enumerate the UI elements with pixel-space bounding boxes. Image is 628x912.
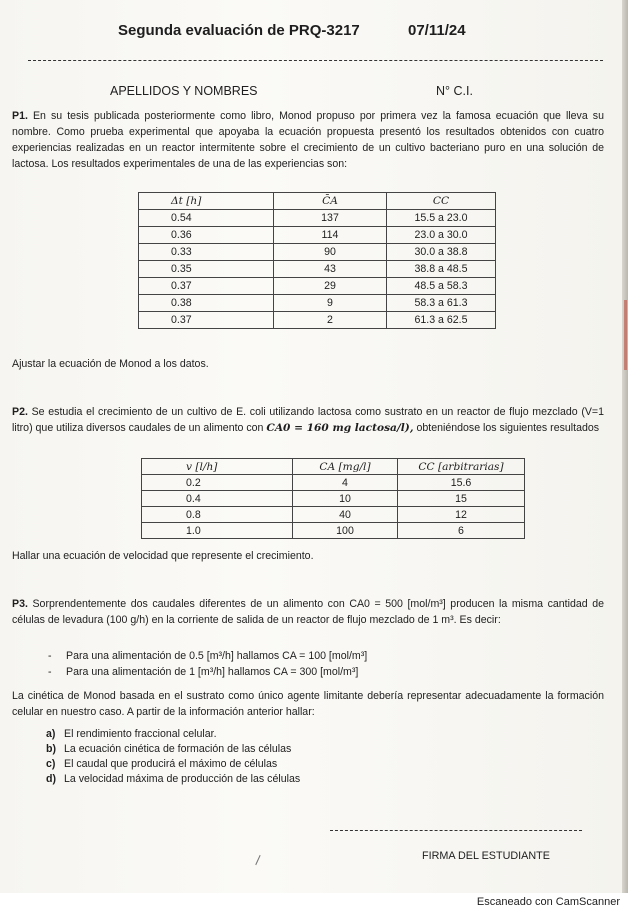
signature-label: FIRMA DEL ESTUDIANTE xyxy=(422,850,550,862)
table-header-row xyxy=(142,459,525,475)
table-cell: 40 xyxy=(293,507,398,523)
table-cell: 0.33 xyxy=(139,244,274,261)
p3-label: P3. xyxy=(12,598,28,610)
item-text: El caudal que producirá el máximo de células xyxy=(64,758,278,770)
list-item xyxy=(46,743,291,755)
table-header-cell: CC xyxy=(387,193,496,210)
item-label: a) xyxy=(46,728,56,740)
table-cell: 48.5 a 58.3 xyxy=(387,278,496,295)
table-cell: 0.4 xyxy=(142,491,293,507)
table-row xyxy=(139,278,496,295)
table-cell: 15.6 xyxy=(398,475,525,491)
signature-line xyxy=(330,830,582,831)
table-cell: 15.5 a 23.0 xyxy=(387,210,496,227)
item-text: La ecuación cinética de formación de las células xyxy=(64,743,292,755)
table-row xyxy=(139,295,496,312)
p2-label: P2. xyxy=(12,406,28,418)
exam-title: Segunda evaluación de PRQ-3217 xyxy=(118,22,360,39)
table-row xyxy=(139,261,496,278)
table-header-cell: CC [arbitrarias] xyxy=(398,459,525,475)
p2-feed-concentration: CA0 = 160 mg lactosa/l), xyxy=(266,422,414,434)
p3-bullet-text: Para una alimentación de 0.5 [m³/h] hallamos CA = 100 [mol/m³] xyxy=(66,650,368,662)
table-cell: 100 xyxy=(293,523,398,539)
table-cell: 15 xyxy=(398,491,525,507)
p3-bullet-item xyxy=(48,650,588,666)
bullet-dash: - xyxy=(48,666,52,678)
table-cell: 90 xyxy=(274,244,387,261)
p1-task: Ajustar la ecuación de Monod a los datos. xyxy=(12,358,209,370)
table-cell: 0.8 xyxy=(142,507,293,523)
item-text: La velocidad máxima de producción de las células xyxy=(64,773,301,785)
p1-data-table xyxy=(138,192,496,329)
table-cell: 6 xyxy=(398,523,525,539)
edge-stain xyxy=(624,300,627,370)
table-cell: 0.38 xyxy=(139,295,274,312)
table-cell: 0.37 xyxy=(139,278,274,295)
table-cell: 61.3 a 62.5 xyxy=(387,312,496,329)
p2-text-after: obteniéndose los siguientes resultados xyxy=(416,422,600,434)
names-label: APELLIDOS Y NOMBRES xyxy=(110,84,258,98)
table-header-cell: v [l/h] xyxy=(142,459,293,475)
table-cell: 4 xyxy=(293,475,398,491)
table-row xyxy=(139,312,496,329)
table-cell: 0.35 xyxy=(139,261,274,278)
p2-task: Hallar una ecuación de velocidad que represente el crecimiento. xyxy=(12,550,314,562)
table-cell: 114 xyxy=(274,227,387,244)
p3-text: Sorprendentemente dos caudales diferentes de un alimento con CA0 = 500 [mol/m³] producen la misma cantidad de células de levadura (100 g/h) en la corriente de salida de un reactor de flujo mezclado de 1 m³. Es decir: xyxy=(12,598,605,626)
item-label: c) xyxy=(46,758,56,770)
p3-question-list xyxy=(46,728,586,798)
p1-statement xyxy=(12,108,604,172)
table-row xyxy=(139,244,496,261)
table-cell: 38.8 a 48.5 xyxy=(387,261,496,278)
table-header-cell: Δt [h] xyxy=(139,193,274,210)
p1-label: P1. xyxy=(12,110,28,122)
table-cell: 12 xyxy=(398,507,525,523)
table-cell: 0.36 xyxy=(139,227,274,244)
table-row xyxy=(142,475,525,491)
table-header-row xyxy=(139,193,496,210)
table-cell: 0.54 xyxy=(139,210,274,227)
item-label: b) xyxy=(46,743,56,755)
ci-label: N° C.I. xyxy=(436,84,473,98)
p2-statement xyxy=(12,404,604,436)
table-cell: 29 xyxy=(274,278,387,295)
table-cell: 1.0 xyxy=(142,523,293,539)
table-row xyxy=(142,523,525,539)
list-item xyxy=(46,728,217,740)
table-row xyxy=(142,491,525,507)
table-cell: 58.3 a 61.3 xyxy=(387,295,496,312)
list-item xyxy=(46,758,277,770)
p2-text-before: Se estudia el crecimiento de un cultivo de E. coli utilizando lactosa como sustrato en un reactor de flujo mezclado (V=1 litro) que utiliza diversos caudales de un alimento con xyxy=(12,406,604,434)
table-row xyxy=(139,227,496,244)
page-edge-shadow xyxy=(622,0,628,893)
header-divider xyxy=(28,60,603,61)
table-cell: 43 xyxy=(274,261,387,278)
exam-date: 07/11/24 xyxy=(408,22,466,39)
table-cell: 10 xyxy=(293,491,398,507)
table-cell: 0.37 xyxy=(139,312,274,329)
p1-text: En su tesis publicada posteriormente como libro, Monod propuso por primera vez la famosa ecuación que lleva su nombre. Como prueba experimental que apoyaba la ecuación propuesta presentó los resultados obtenidos con cuatro experiencias realizadas en un reactor intermitente sobre el crecimiento de un cultivo bacteriano puro en una solución de lactosa. Los resultados experimentales de una de las experiencias son: xyxy=(12,110,604,170)
scanner-watermark: Escaneado con CamScanner xyxy=(476,896,620,908)
item-label: d) xyxy=(46,773,56,785)
table-row xyxy=(139,210,496,227)
table-cell: 2 xyxy=(274,312,387,329)
bullet-dash: - xyxy=(48,650,52,662)
pen-mark: \ xyxy=(251,852,265,868)
table-header-cell: C̄A xyxy=(274,193,387,210)
table-cell: 30.0 a 38.8 xyxy=(387,244,496,261)
list-item xyxy=(46,773,300,785)
p2-data-table xyxy=(141,458,525,539)
p3-statement xyxy=(12,596,604,628)
table-cell: 9 xyxy=(274,295,387,312)
table-cell: 0.2 xyxy=(142,475,293,491)
table-header-cell: CA [mg/l] xyxy=(293,459,398,475)
table-row xyxy=(142,507,525,523)
table-cell: 137 xyxy=(274,210,387,227)
table-cell: 23.0 a 30.0 xyxy=(387,227,496,244)
p3-bullet-item xyxy=(48,666,588,682)
p3-instructions: La cinética de Monod basada en el sustrato como único agente limitante debería representar adecuadamente la formación celular en nuestro caso. A partir de la información anterior hallar: xyxy=(12,690,604,718)
p3-bullet-text: Para una alimentación de 1 [m³/h] hallamos CA = 300 [mol/m³] xyxy=(66,666,359,678)
item-text: El rendimiento fraccional celular. xyxy=(64,728,217,740)
